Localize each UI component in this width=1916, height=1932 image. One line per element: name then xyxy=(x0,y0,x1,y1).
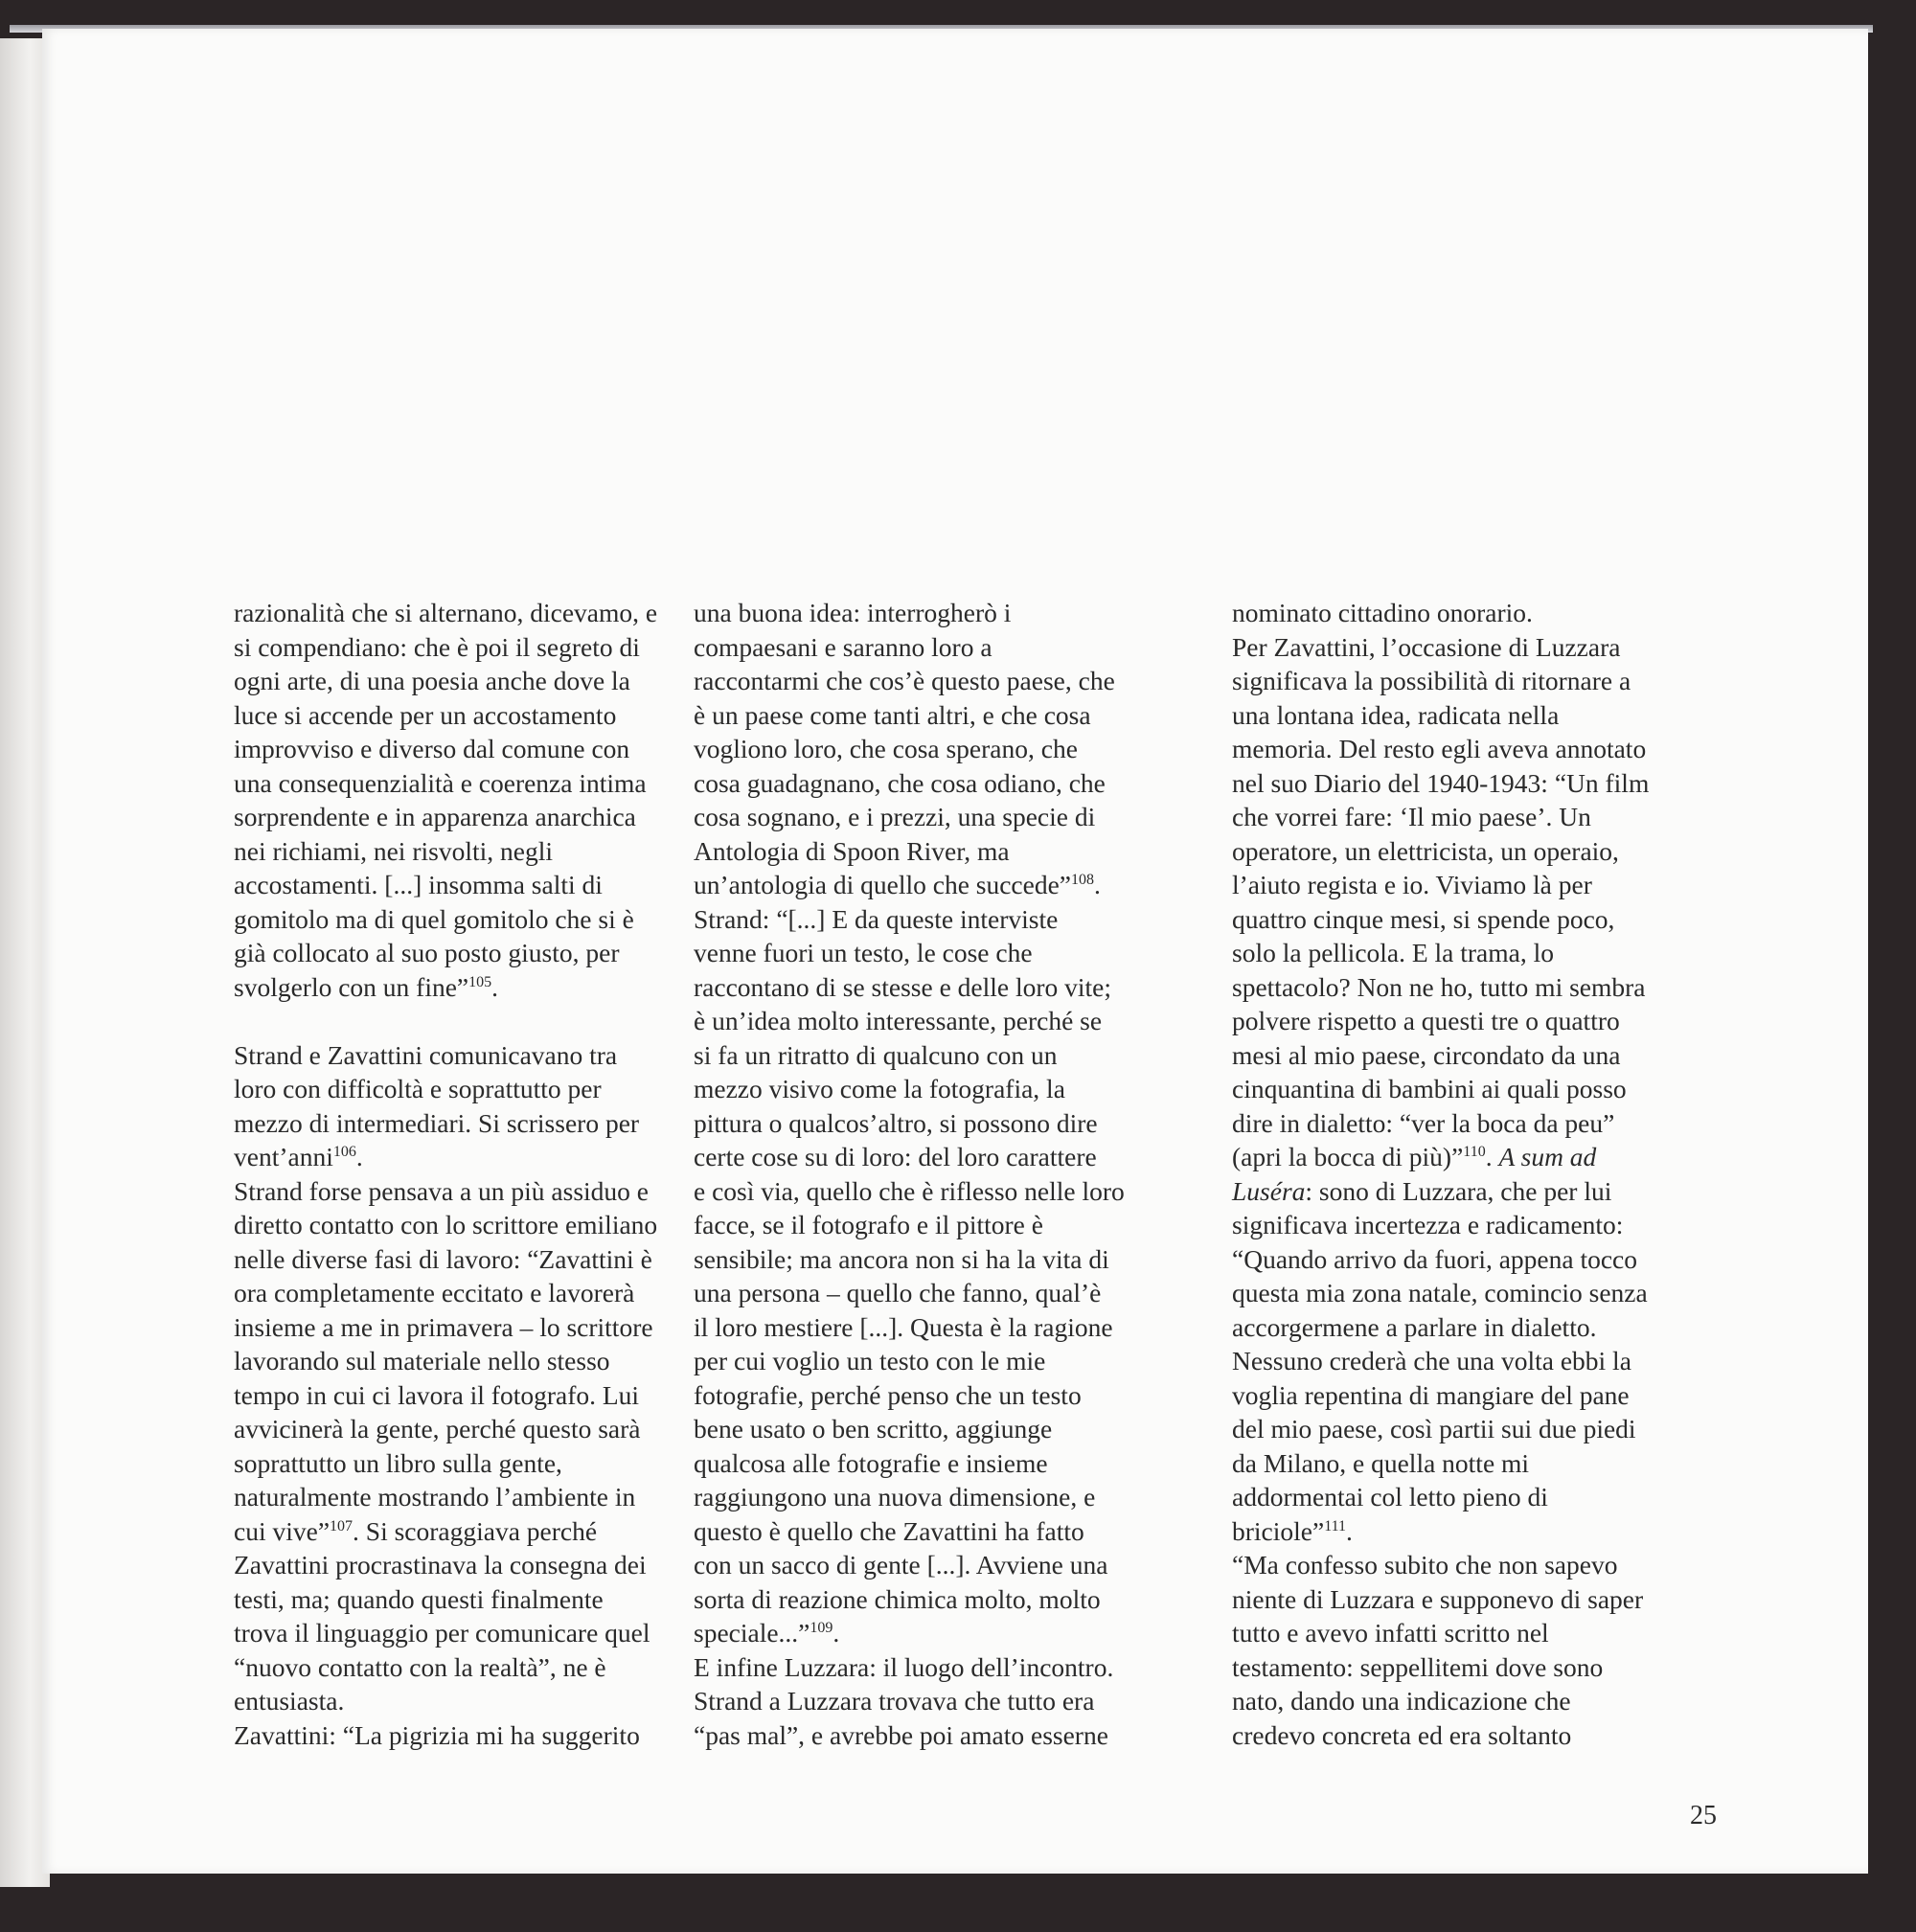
text-line xyxy=(694,1616,1144,1650)
text-segment: dire in dialetto: “ver la boca da peu” xyxy=(1232,1107,1615,1138)
text-line xyxy=(694,834,1144,869)
text-segment: loro con difficoltà e soprattutto per xyxy=(234,1074,602,1103)
text-segment: tempo in cui ci lavora il fotografo. Lui xyxy=(234,1379,640,1410)
text-segment: tutto e avevo infatti scritto nel xyxy=(1232,1618,1549,1648)
text-line xyxy=(1232,1684,1682,1718)
text-segment: è un’idea molto interessante, perché se xyxy=(694,1006,1103,1035)
text-segment: insieme a me in primavera – lo scrittore xyxy=(234,1311,653,1342)
text-segment: si fa un ritratto di qualcuno con un xyxy=(694,1039,1058,1070)
footnote-ref: 106 xyxy=(332,1144,356,1160)
text-segment: raccontano di se stesse e delle loro vite; xyxy=(694,971,1112,1002)
text-segment: Luséra: sono di Luzzara, che per lui xyxy=(1232,1175,1612,1206)
text-line xyxy=(694,1344,1144,1378)
text-line xyxy=(1232,664,1682,698)
text-line xyxy=(234,1242,684,1277)
text-segment: cosa sognano, e i prezzi, una specie di xyxy=(694,802,1096,831)
text-line xyxy=(694,1514,1144,1549)
text-segment: con un sacco di gente [...]. Avviene una xyxy=(694,1550,1108,1580)
text-segment: testamento: seppellitemi dove sono xyxy=(1232,1651,1604,1682)
text-segment: testi, ma; quando questi finalmente xyxy=(234,1583,604,1614)
page-number: 25 xyxy=(1690,1801,1717,1830)
text-segment: improvviso e diverso dal comune con xyxy=(234,734,630,763)
text-segment: cui vive” xyxy=(234,1515,331,1546)
text-segment: naturalmente mostrando l’ambiente in xyxy=(234,1482,636,1512)
text-segment: e così via, quello che è riflesso nelle loro xyxy=(694,1175,1125,1206)
text-line xyxy=(694,1038,1144,1073)
text-segment: voglia repentina di mangiare del pane xyxy=(1232,1379,1630,1410)
text-line xyxy=(694,1378,1144,1413)
text-line xyxy=(1232,1718,1682,1753)
text-segment: significava la possibilità di ritornare a xyxy=(1232,666,1631,695)
text-line xyxy=(234,1480,684,1514)
text-line xyxy=(694,698,1144,733)
text-segment: l’aiuto regista e io. Viviamo là per xyxy=(1232,870,1592,899)
text-line xyxy=(694,1106,1144,1141)
text-line xyxy=(1232,1616,1682,1650)
text-segment: soprattutto un libro sulla gente, xyxy=(234,1447,562,1478)
text-segment: “nuovo contatto con la realtà”, ne è xyxy=(234,1651,606,1682)
text-segment: . xyxy=(1094,870,1101,899)
text-line xyxy=(234,1718,684,1753)
text-line xyxy=(1232,834,1682,869)
text-segment: nato, dando una indicazione che xyxy=(1232,1686,1571,1716)
text-segment: raggiungono una nuova dimensione, e xyxy=(694,1482,1096,1512)
text-line xyxy=(234,1276,684,1310)
text-line xyxy=(694,1208,1144,1242)
text-line xyxy=(234,766,684,801)
text-segment: luce si accende per un accostamento xyxy=(234,699,617,730)
text-segment: sensibile; ma ancora non si ha la vita di xyxy=(694,1243,1109,1274)
text-line xyxy=(234,1378,684,1413)
footnote-ref: 110 xyxy=(1463,1144,1486,1160)
text-segment: una buona idea: interrogherò i xyxy=(694,598,1012,627)
text-segment: (apri la bocca di più)” xyxy=(1232,1142,1464,1171)
text-segment: pittura o qualcos’altro, si possono dire xyxy=(694,1107,1098,1138)
text-segment: che vorrei fare: ‘Il mio paese’. Un xyxy=(1232,802,1591,831)
text-line xyxy=(694,1684,1144,1718)
text-line xyxy=(234,1038,684,1073)
text-line xyxy=(1232,1446,1682,1481)
text-line xyxy=(1232,766,1682,801)
text-segment: mezzo di intermediari. Si scrissero per xyxy=(234,1107,640,1138)
text-segment: cinquantina di bambini ai quali posso xyxy=(1232,1074,1627,1103)
text-line xyxy=(234,1684,684,1718)
text-segment: Zavattini procrastinava la consegna dei xyxy=(234,1550,647,1580)
text-segment: accostamenti. [...] insomma salti di xyxy=(234,870,603,899)
text-line xyxy=(694,800,1144,834)
text-line xyxy=(694,936,1144,970)
text-line xyxy=(694,1310,1144,1345)
text-line xyxy=(694,596,1144,630)
text-segment: “pas mal”, e avrebbe poi amato esserne xyxy=(694,1719,1108,1750)
text-segment: briciole” xyxy=(1232,1515,1325,1546)
text-segment: . xyxy=(491,971,499,1002)
text-line xyxy=(694,1582,1144,1617)
text-line xyxy=(234,1344,684,1378)
text-line xyxy=(234,596,684,630)
text-line xyxy=(1232,1344,1682,1378)
text-line xyxy=(694,1242,1144,1277)
text-line xyxy=(234,1106,684,1141)
text-segment: nel suo Diario del 1940-1943: “Un film xyxy=(1232,767,1650,798)
text-line xyxy=(234,1446,684,1481)
text-segment: Strand a Luzzara trovava che tutto era xyxy=(694,1686,1095,1716)
text-segment: credevo concreta ed era soltanto xyxy=(1232,1719,1572,1750)
text-line xyxy=(1232,1072,1682,1106)
text-line xyxy=(1232,1208,1682,1242)
footnote-ref: 108 xyxy=(1071,872,1095,888)
text-segment: addormentai col letto pieno di xyxy=(1232,1482,1548,1512)
text-line xyxy=(234,936,684,970)
text-segment: gomitolo ma di quel gomitolo che si è xyxy=(234,903,634,934)
text-segment: una consequenzialità e coerenza intima xyxy=(234,767,647,798)
text-column-2 xyxy=(694,596,1144,1752)
text-line xyxy=(694,1412,1144,1446)
text-segment: una persona – quello che fanno, qual’è xyxy=(694,1278,1102,1307)
text-line xyxy=(1232,1514,1682,1549)
text-line xyxy=(1232,698,1682,733)
text-line xyxy=(234,732,684,766)
text-segment: . Si scoraggiava perché xyxy=(353,1515,598,1546)
text-segment: lavorando sul materiale nello stesso xyxy=(234,1346,610,1375)
text-segment: operatore, un elettricista, un operaio, xyxy=(1232,835,1619,866)
text-segment: un’antologia di quello che succede” xyxy=(694,870,1072,899)
text-segment: venne fuori un testo, le cose che xyxy=(694,938,1033,967)
text-segment: memoria. Del resto egli aveva annotato xyxy=(1232,734,1647,763)
text-segment: raccontarmi che cos’è questo paese, che xyxy=(694,666,1115,695)
text-segment: questo è quello che Zavattini ha fatto xyxy=(694,1515,1084,1546)
text-segment: avvicinerà la gente, perché questo sarà xyxy=(234,1414,641,1443)
text-segment: spettacolo? Non ne ho, tutto mi sembra xyxy=(1232,971,1646,1002)
text-segment: ora completamente eccitato e lavorerà xyxy=(234,1278,635,1307)
text-line xyxy=(234,1140,684,1174)
text-segment: mezzo visivo come la fotografia, la xyxy=(694,1074,1065,1103)
text-segment: accorgermene a parlare in dialetto. xyxy=(1232,1311,1597,1342)
text-line xyxy=(694,1446,1144,1481)
text-line xyxy=(694,1650,1144,1685)
text-line xyxy=(234,970,684,1005)
text-segment: fotografie, perché penso che un testo xyxy=(694,1379,1082,1410)
text-line xyxy=(1232,1650,1682,1685)
footnote-ref: 109 xyxy=(810,1620,833,1636)
text-line xyxy=(234,868,684,902)
text-line xyxy=(694,868,1144,902)
text-line xyxy=(1232,1038,1682,1073)
text-segment: Nessuno crederà che una volta ebbi la xyxy=(1232,1346,1631,1375)
text-segment: “Quando arrivo da fuori, appena tocco xyxy=(1232,1243,1638,1274)
text-line xyxy=(1232,1106,1682,1141)
text-line xyxy=(1232,868,1682,902)
text-segment: vent’anni xyxy=(234,1142,333,1171)
text-segment: una lontana idea, radicata nella xyxy=(1232,699,1560,730)
text-line xyxy=(1232,630,1682,665)
text-line xyxy=(1232,732,1682,766)
text-line xyxy=(234,1072,684,1106)
text-line xyxy=(234,1412,684,1446)
text-segment: Strand: “[...] E da queste interviste xyxy=(694,903,1059,934)
text-segment: è un paese come tanti altri, e che cosa xyxy=(694,699,1091,730)
text-line xyxy=(1232,1480,1682,1514)
text-line xyxy=(1232,596,1682,630)
text-segment: diretto contatto con lo scrittore emiliano xyxy=(234,1210,658,1239)
text-segment: . A sum ad xyxy=(1485,1142,1597,1171)
text-segment: cosa guadagnano, che cosa odiano, che xyxy=(694,767,1106,798)
text-segment: sorprendente e in apparenza anarchica xyxy=(234,802,636,831)
text-line xyxy=(234,1208,684,1242)
footnote-ref: 107 xyxy=(330,1517,354,1534)
text-segment: facce, se il fotografo e il pittore è xyxy=(694,1210,1043,1239)
text-segment: svolgerlo con un fine” xyxy=(234,971,469,1002)
text-segment: questa mia zona natale, comincio senza xyxy=(1232,1278,1648,1307)
text-segment: bene usato o ben scritto, aggiunge xyxy=(694,1414,1053,1443)
text-line xyxy=(234,1582,684,1617)
text-line xyxy=(234,1616,684,1650)
text-line xyxy=(694,766,1144,801)
text-line xyxy=(1232,1412,1682,1446)
text-column-3 xyxy=(1232,596,1682,1752)
text-segment: solo la pellicola. E la trama, lo xyxy=(1232,938,1555,967)
text-line xyxy=(1232,1276,1682,1310)
text-line xyxy=(1232,970,1682,1005)
text-segment: sorta di reazione chimica molto, molto xyxy=(694,1583,1101,1614)
text-segment: polvere rispetto a questi tre o quattro xyxy=(1232,1006,1620,1035)
text-segment: E infine Luzzara: il luogo dell’incontro. xyxy=(694,1651,1114,1682)
text-line xyxy=(1232,1310,1682,1345)
text-line xyxy=(1232,936,1682,970)
text-column-1 xyxy=(234,596,684,1752)
text-line xyxy=(694,1548,1144,1582)
text-segment: . xyxy=(1346,1515,1353,1546)
text-segment: mesi al mio paese, circondato da una xyxy=(1232,1039,1621,1070)
text-segment: del mio paese, così partii sui due piedi xyxy=(1232,1414,1636,1443)
text-segment: Per Zavattini, l’occasione di Luzzara xyxy=(1232,631,1621,662)
text-line xyxy=(234,1174,684,1209)
text-line xyxy=(694,664,1144,698)
text-line xyxy=(694,732,1144,766)
text-segment: certe cose su di loro: del loro carattere xyxy=(694,1142,1097,1171)
text-line xyxy=(234,902,684,937)
text-segment: quattro cinque mesi, si spende poco, xyxy=(1232,903,1615,934)
text-line xyxy=(1232,1174,1682,1209)
text-line xyxy=(694,1174,1144,1209)
footnote-ref: 111 xyxy=(1324,1517,1347,1534)
text-segment: speciale...” xyxy=(694,1618,810,1648)
text-segment: nei richiami, nei risvolti, negli xyxy=(234,835,553,866)
text-segment: qualcosa alle fotografie e insieme xyxy=(694,1447,1048,1478)
text-segment: già collocato al suo posto giusto, per xyxy=(234,938,620,967)
text-segment: Zavattini: “La pigrizia mi ha suggerito xyxy=(234,1719,640,1750)
text-segment: Strand e Zavattini comunicavano tra xyxy=(234,1039,618,1070)
text-segment: Strand forse pensava a un più assiduo e xyxy=(234,1175,650,1206)
text-segment: compaesani e saranno loro a xyxy=(694,631,992,662)
text-segment: entusiasta. xyxy=(234,1686,345,1716)
text-segment: niente di Luzzara e supponevo di saper xyxy=(1232,1583,1644,1614)
text-segment: significava incertezza e radicamento: xyxy=(1232,1210,1624,1239)
text-segment: trova il linguaggio per comunicare quel xyxy=(234,1618,650,1648)
text-line xyxy=(1232,1140,1682,1174)
text-line xyxy=(234,664,684,698)
text-line xyxy=(694,1072,1144,1106)
text-segment: il loro mestiere [...]. Questa è la ragione xyxy=(694,1311,1113,1342)
text-line xyxy=(234,630,684,665)
text-line xyxy=(234,698,684,733)
text-line xyxy=(694,1480,1144,1514)
text-line xyxy=(234,1004,684,1038)
text-segment: nelle diverse fasi di lavoro: “Zavattini è xyxy=(234,1243,652,1274)
text-segment: vogliono loro, che cosa sperano, che xyxy=(694,734,1078,763)
text-line xyxy=(694,970,1144,1005)
text-line xyxy=(234,800,684,834)
text-line xyxy=(234,1310,684,1345)
text-line xyxy=(1232,902,1682,937)
text-line xyxy=(1232,800,1682,834)
text-line xyxy=(1232,1004,1682,1038)
text-line xyxy=(234,1514,684,1549)
text-line xyxy=(694,1276,1144,1310)
text-segment: razionalità che si alternano, dicevamo, e xyxy=(234,598,658,627)
text-line xyxy=(234,1650,684,1685)
text-segment: da Milano, e quella notte mi xyxy=(1232,1447,1530,1478)
text-line xyxy=(234,834,684,869)
text-line xyxy=(1232,1378,1682,1413)
text-line xyxy=(694,1140,1144,1174)
text-segment: ogni arte, di una poesia anche dove la xyxy=(234,666,630,695)
footnote-ref: 105 xyxy=(468,973,492,990)
text-line xyxy=(694,1004,1144,1038)
text-segment: nominato cittadino onorario. xyxy=(1232,598,1533,627)
text-segment: per cui voglio un testo con le mie xyxy=(694,1346,1046,1375)
text-segment: Antologia di Spoon River, ma xyxy=(694,835,1010,866)
text-line xyxy=(694,902,1144,937)
text-segment: . xyxy=(355,1142,363,1171)
text-line xyxy=(694,1718,1144,1753)
text-line xyxy=(1232,1582,1682,1617)
text-segment: “Ma confesso subito che non sapevo xyxy=(1232,1550,1618,1580)
text-segment: si compendiano: che è poi il segreto di xyxy=(234,631,640,662)
text-line xyxy=(1232,1548,1682,1582)
text-line xyxy=(694,630,1144,665)
text-segment: . xyxy=(833,1618,840,1648)
text-line xyxy=(1232,1242,1682,1277)
text-line xyxy=(234,1548,684,1582)
